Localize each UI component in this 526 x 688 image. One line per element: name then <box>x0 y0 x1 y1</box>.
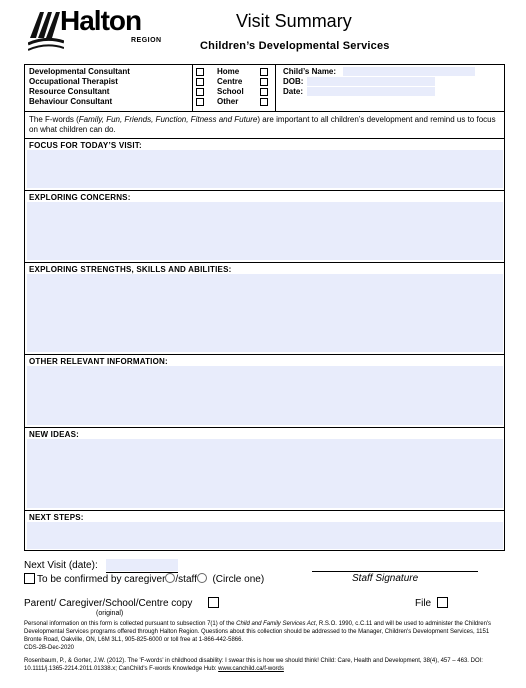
section-other-label: OTHER RELEVANT INFORMATION: <box>29 357 168 366</box>
privacy-notice: Personal information on this form is collected pursuant to subsection 7(1) of the Child and Family Services Act, R.S.O. 1990, c.C.11 and will be used to administer the Children's Developmental Services programs offered through Halton Region. Questions about this collection should be addressed to the Manager, Children's Development Services, 1151 Bronte Road, Oakville, ON, L6M 3L1, 905-825-6000 or toll free at 1-866-442-5866. CDS-2B-Dec-2020 <box>24 620 508 652</box>
date-label: Date: <box>283 87 304 96</box>
halton-logo <box>28 5 168 52</box>
place-home: Home <box>217 67 240 76</box>
place-list <box>217 67 244 107</box>
role-developmental: Developmental Consultant <box>29 67 130 76</box>
role-resource: Resource Consultant <box>29 87 110 96</box>
section-strengths-label: EXPLORING STRENGTHS, SKILLS AND ABILITIES: <box>29 265 232 274</box>
section-concerns-field[interactable] <box>27 202 503 260</box>
place-centre: Centre <box>217 77 243 86</box>
next-visit-field[interactable] <box>106 559 178 571</box>
staff-signature-label: Staff Signature <box>352 573 419 584</box>
confirm-row <box>37 573 264 585</box>
staff-label: /staff <box>175 574 197 585</box>
dob-field[interactable] <box>307 77 435 86</box>
place-other: Other <box>217 97 239 106</box>
copy-checkbox[interactable] <box>208 597 219 608</box>
section-strengths-field[interactable] <box>27 274 503 352</box>
place-school: School <box>217 87 244 96</box>
child-name-label: Child’s Name: <box>283 67 337 76</box>
section-next-steps-label: NEXT STEPS: <box>29 513 84 522</box>
place-checkbox-other[interactable] <box>260 98 268 106</box>
date-field[interactable] <box>307 87 435 96</box>
role-checkbox-behaviour[interactable] <box>196 98 204 106</box>
section-focus-field[interactable] <box>27 150 503 188</box>
form-grid <box>24 64 505 551</box>
canchild-link[interactable]: www.canchild.ca/f-words <box>218 666 284 672</box>
circle-one-label: (Circle one) <box>212 574 265 585</box>
role-checkbox-occupational[interactable] <box>196 78 204 86</box>
role-checkbox-developmental[interactable] <box>196 68 204 76</box>
section-focus-label: FOCUS FOR TODAY’S VISIT: <box>29 141 142 150</box>
original-label: (original) <box>96 610 124 617</box>
file-checkbox[interactable] <box>437 597 448 608</box>
confirm-checkbox[interactable] <box>24 573 35 584</box>
logo-region: REGION <box>131 37 162 44</box>
section-next-steps-field[interactable] <box>27 522 503 549</box>
section-ideas-field[interactable] <box>27 439 503 508</box>
section-concerns-label: EXPLORING CONCERNS: <box>29 193 131 202</box>
role-checkbox-resource[interactable] <box>196 88 204 96</box>
file-label: File <box>415 598 432 609</box>
staff-radio[interactable] <box>197 573 207 583</box>
caregiver-radio[interactable] <box>165 573 175 583</box>
role-list <box>29 67 130 107</box>
page-title: Visit Summary <box>236 11 352 31</box>
role-behaviour: Behaviour Consultant <box>29 97 113 106</box>
child-name-field[interactable] <box>343 67 475 76</box>
section-ideas-label: NEW IDEAS: <box>29 430 79 439</box>
dob-label: DOB: <box>283 77 304 86</box>
f-words-note: The F-words (Family, Fun, Friends, Function, Fitness and Future) are important to all children’s development and remind us to focus on what children can do. <box>29 115 496 134</box>
place-checkbox-school[interactable] <box>260 88 268 96</box>
logo-word: Halton <box>60 5 142 36</box>
place-checkbox-home[interactable] <box>260 68 268 76</box>
next-visit-label: Next Visit (date): <box>24 560 98 571</box>
halton-wave-icon <box>28 8 64 52</box>
page-subtitle: Children’s Developmental Services <box>200 40 390 52</box>
role-occupational: Occupational Therapist <box>29 77 118 86</box>
confirm-label: To be confirmed by caregiver <box>37 574 166 585</box>
section-other-field[interactable] <box>27 366 503 425</box>
form-code: CDS-2B-Dec-2020 <box>24 645 75 651</box>
reference-note: Rosenbaum, P., & Gorter, J.W. (2012). The 'F-words' in childhood disability: I swear this is how we should think! Child: Care, Health and Development, 38(4), 457 – 463. DOI: 10.1111/j.1365-2214.2011.01338.x; CanChild's F-words Knowledge Hub: www.canchild.ca/f-words <box>24 658 483 672</box>
copy-label: Parent/ Caregiver/School/Centre copy <box>24 598 193 609</box>
place-checkbox-centre[interactable] <box>260 78 268 86</box>
